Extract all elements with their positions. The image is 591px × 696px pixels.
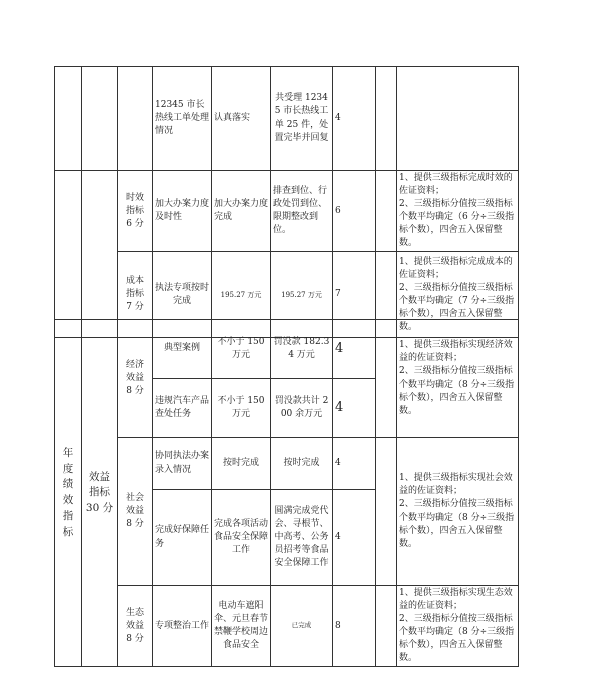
indicator-cell: 专项整治工作 xyxy=(153,586,212,667)
actual-cell: 按时完成 xyxy=(271,438,333,490)
target-cell: 加大办案力度完成 xyxy=(212,171,271,252)
note-line: 2、三级指标分值按三级指标个数平均确定（8 分÷三级指标个数），四舍五入保留整数。 xyxy=(399,614,515,664)
category-cell-continued xyxy=(118,67,153,171)
level2-cell-continued xyxy=(82,171,118,338)
category-timeliness: 时效 指标 6 分 xyxy=(118,171,153,252)
note-line: 1、提供三级指标实现社会效益的佐证资料； xyxy=(399,473,513,497)
score-cell: 4 xyxy=(333,438,376,490)
target-cell: 完成各项活动食品安全保障工作 xyxy=(212,490,271,586)
note-cell xyxy=(397,586,519,667)
level1-cell-continued xyxy=(55,67,82,171)
note-line: 2、三级指标分值按三级指标个数平均确定（7 分÷三级指标个数），四舍五入保留整数。 xyxy=(399,282,515,332)
indicator-cell: 典型案例 xyxy=(153,320,212,379)
score-cell: 4 xyxy=(333,379,376,438)
level1-cell-continued xyxy=(55,171,82,338)
score-cell: 4 xyxy=(333,490,376,586)
score-cell: 4 xyxy=(333,67,376,171)
indicator-cell: 协同执法办案录入情况 xyxy=(153,438,212,490)
indicator-cell: 违规汽车产品查处任务 xyxy=(153,379,212,438)
target-cell: 195.27 万元 xyxy=(212,252,271,338)
indicator-cell: 完成好保障任务 xyxy=(153,490,212,586)
category-social: 社会 效益 8 分 xyxy=(118,438,153,586)
deduction-cell xyxy=(376,320,397,438)
level1-label: 年 度 绩 效 指 标 xyxy=(55,320,82,667)
target-cell: 按时完成 xyxy=(212,438,271,490)
table-row xyxy=(55,586,519,667)
deduction-cell xyxy=(376,438,397,586)
actual-cell: 已完成 xyxy=(271,586,333,667)
note-line: 1、提供三级指标实现经济效益的佐证资料； xyxy=(399,340,513,364)
actual-cell: 195.27 万元 xyxy=(271,252,333,338)
note-line: 2、三级指标分值按三级指标个数平均确定（8 分÷三级指标个数），四舍五入保留整数。 xyxy=(399,366,515,416)
score-cell: 4 xyxy=(333,320,376,379)
actual-cell: 罚没款 182.34 万元 xyxy=(271,320,333,379)
deduction-cell xyxy=(376,67,397,171)
note-line: 2、三级指标分值按三级指标个数平均确定（8 分÷三级指标个数），四舍五入保留整数。 xyxy=(399,499,515,549)
target-cell: 不小于 150 万元 xyxy=(212,320,271,379)
performance-indicator-table xyxy=(54,66,519,338)
table-row xyxy=(55,320,519,379)
actual-cell: 共受理 12345 市长热线工单 25 件，处置完毕并回复 xyxy=(271,67,333,171)
target-cell: 认真落实 xyxy=(212,67,271,171)
score-cell: 6 xyxy=(333,171,376,252)
category-economic: 经济 效益 8 分 xyxy=(118,320,153,438)
deduction-cell xyxy=(376,586,397,667)
target-cell: 不小于 150 万元 xyxy=(212,379,271,438)
score-cell: 8 xyxy=(333,586,376,667)
note-cell xyxy=(397,320,519,438)
score-cell: 7 xyxy=(333,252,376,338)
note-cell xyxy=(397,67,519,171)
indicator-cell: 12345 市长热线工单处理情况 xyxy=(153,67,212,171)
note-line: 1、提供三级指标实现生态效益的佐证资料； xyxy=(399,588,513,612)
note-line: 2、三级指标分值按三级指标个数平均确定（6 分÷三级指标个数），四舍五入保留整数。 xyxy=(399,199,515,249)
actual-cell: 排查到位、行政处罚到位、限期整改到位。 xyxy=(271,171,333,252)
table-row xyxy=(55,438,519,490)
level2-label: 效益 指标 30 分 xyxy=(82,320,118,667)
level2-cell-continued xyxy=(82,67,118,171)
note-cell xyxy=(397,438,519,586)
note-line: 1、提供三级指标完成成本的佐证资料； xyxy=(399,256,513,280)
note-line: 1、提供三级指标完成时效的佐证资料； xyxy=(399,173,513,197)
indicator-cell: 执法专项按时完成 xyxy=(153,252,212,338)
table-row xyxy=(55,171,519,252)
performance-indicator-table-benefits xyxy=(54,319,519,667)
category-cost: 成本 指标 7 分 xyxy=(118,252,153,338)
indicator-cell: 加大办案力度及时性 xyxy=(153,171,212,252)
category-ecological: 生态 效益 8 分 xyxy=(118,586,153,667)
table-row xyxy=(55,67,519,171)
note-cell xyxy=(397,171,519,252)
target-cell: 电动车遮阳伞、元旦春节禁鞭学校周边食品安全 xyxy=(212,586,271,667)
actual-cell: 圆满完成党代会、寻根节、中高考、公务员招考等食品安全保障工作 xyxy=(271,490,333,586)
deduction-cell xyxy=(376,171,397,252)
actual-cell: 罚没款共计 200 余万元 xyxy=(271,379,333,438)
